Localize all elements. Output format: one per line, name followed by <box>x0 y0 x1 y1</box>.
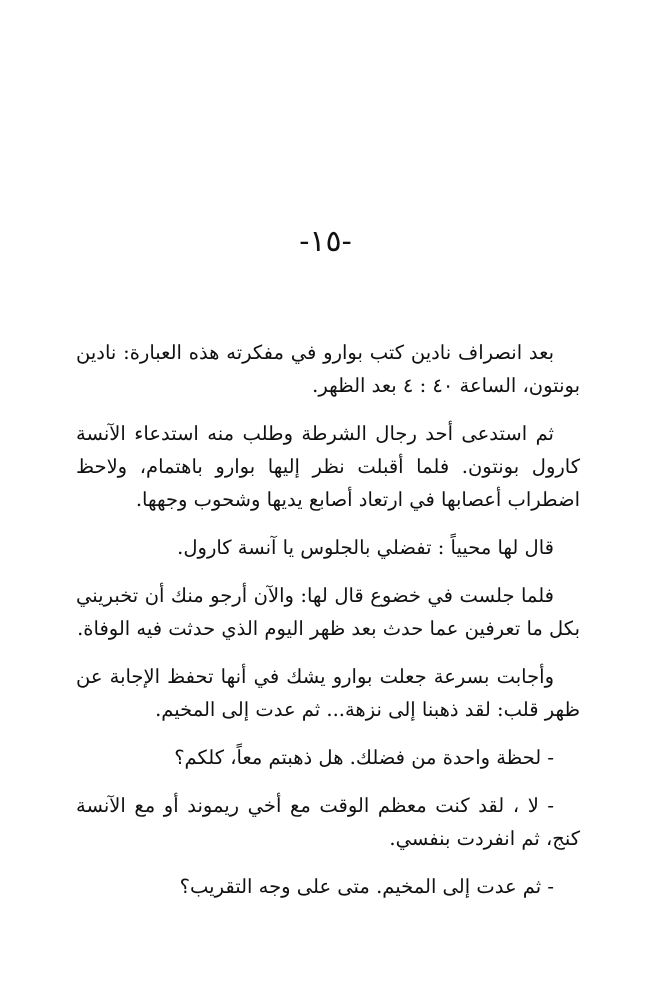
chapter-number: -١٥- <box>299 224 352 259</box>
chapter-body <box>76 336 580 918</box>
paragraph: قال لها محيياً : تفضلي بالجلوس يا آنسة كارول. <box>177 536 554 559</box>
dialogue-line: - ثم عدت إلى المخيم. متى على وجه التقريب؟ <box>179 875 554 898</box>
paragraph: ثم استدعى أحد رجال الشرطة وطلب منه استدعاء الآنسة كارول بونتون. فلما أقبلت نظر إليها بوارو باهتمام، ولاحظ اضطراب أعصابها في ارتعاد أصابع يديها وشحوب وجهها. <box>76 422 580 511</box>
dialogue-line: - لا ، لقد كنت معظم الوقت مع أخي ريموند أو مع الآنسة كنج، ثم انفردت بنفسي. <box>76 794 580 850</box>
paragraph: فلما جلست في خضوع قال لها: والآن أرجو منك أن تخبريني بكل ما تعرفين عما حدث بعد ظهر اليوم الذي حدثت فيه الوفاة. <box>76 584 580 640</box>
paragraph: وأجابت بسرعة جعلت بوارو يشك في أنها تحفظ الإجابة عن ظهر قلب: لقد ذهبنا إلى نزهة... ثم عدت إلى المخيم. <box>76 665 580 721</box>
paragraph: بعد انصراف نادين كتب بوارو في مفكرته هذه العبارة: نادين بونتون، الساعة ٤٠ : ٤ بعد الظهر. <box>76 341 580 397</box>
dialogue-line: - لحظة واحدة من فضلك. هل ذهبتم معاً، كلكم؟ <box>174 746 554 769</box>
